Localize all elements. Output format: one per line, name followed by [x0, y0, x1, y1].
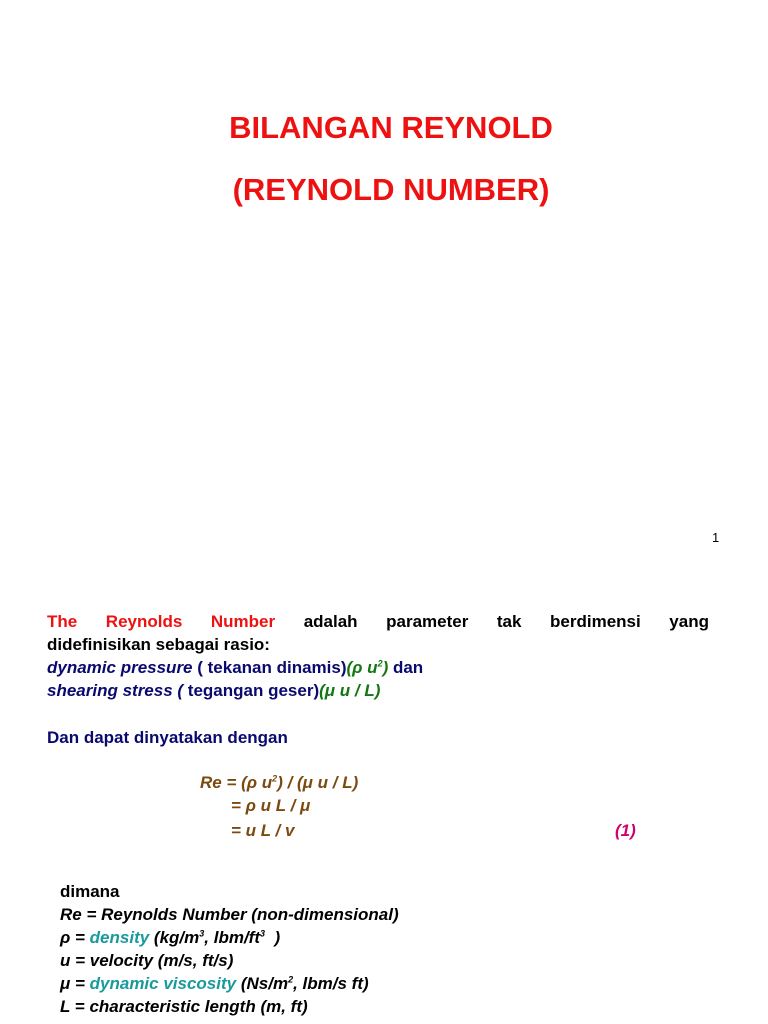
superscript: 2	[377, 658, 383, 669]
equation-part: ) / (μ u / L)	[277, 773, 359, 792]
paren: (	[172, 681, 184, 700]
shearing-stress-formula: (μ u / L)	[319, 681, 381, 700]
statement: Dan dapat dinyatakan dengan	[47, 728, 288, 747]
formula-part: (ρ u	[346, 658, 378, 677]
intro-line2: didefinisikan sebagai rasio:	[47, 635, 270, 654]
definitions-heading: dimana	[60, 882, 120, 901]
dynamic-pressure-term: dynamic pressure	[47, 658, 193, 677]
definition-mu	[60, 974, 369, 994]
definition-part: ρ =	[60, 928, 90, 947]
definition-part: , lbm/ft	[204, 928, 260, 947]
intro-word: berdimensi	[550, 612, 641, 631]
definition-part: )	[265, 928, 281, 947]
superscript: 3	[199, 928, 205, 939]
intro-word: Reynolds	[105, 612, 183, 631]
dynamic-pressure-formula	[347, 658, 389, 677]
intro-line1	[47, 612, 709, 632]
superscript: 3	[260, 928, 266, 939]
equation-3: = u L / v	[231, 821, 295, 840]
slide-title-line2: (REYNOLD NUMBER)	[232, 172, 550, 207]
formula-part: )	[382, 658, 389, 677]
definition-rho	[60, 928, 280, 948]
dynamic-pressure-line	[47, 658, 423, 678]
definition-re: Re = Reynolds Number (non-dimensional)	[60, 905, 399, 924]
definition-part: (Ns/m	[236, 974, 289, 993]
intro-word: tak	[496, 612, 522, 631]
intro-word: adalah	[303, 612, 358, 631]
dynamic-viscosity-term: dynamic viscosity	[89, 974, 237, 993]
shearing-stress-term: shearing stress	[47, 681, 173, 700]
dynamic-pressure-desc: ( tekanan dinamis)	[192, 658, 347, 677]
definition-part: , lbm/s ft)	[293, 974, 369, 993]
equation-number: (1)	[615, 821, 636, 840]
shearing-stress-desc: tegangan geser)	[183, 681, 320, 700]
intro-word: parameter	[386, 612, 469, 631]
superscript: 2	[288, 974, 294, 985]
equation-2: = ρ u L / μ	[231, 796, 311, 815]
intro-word: The	[47, 612, 78, 631]
slide-title-line1: BILANGAN REYNOLD	[229, 110, 553, 145]
intro-word: yang	[669, 612, 709, 631]
intro-word: Number	[210, 612, 276, 631]
equation-1	[200, 773, 358, 793]
superscript: 2	[272, 773, 278, 784]
shearing-stress-line	[47, 681, 380, 701]
equation-part: Re = (ρ u	[200, 773, 273, 792]
page-number: 1	[712, 530, 720, 545]
and-word: dan	[388, 658, 424, 677]
definition-part: (kg/m	[149, 928, 200, 947]
definition-L: L = characteristic length (m, ft)	[60, 997, 308, 1016]
definition-u: u = velocity (m/s, ft/s)	[60, 951, 234, 970]
density-term: density	[89, 928, 150, 947]
definition-part: μ =	[60, 974, 90, 993]
